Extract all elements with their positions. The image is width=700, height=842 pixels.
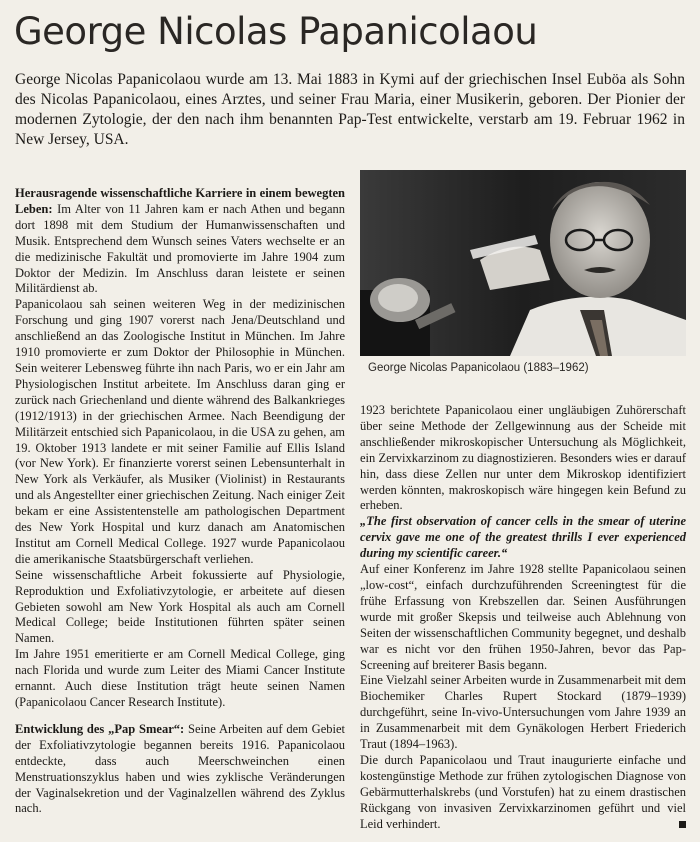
career-paragraph (15, 186, 345, 297)
impact-text: Die durch Papanicolaou und Traut inaugurierte einfache und kostengünstige Methode zur frühen zytologischen Diagnose von Gebärmutterhalskrebs (und Vorstufen) hat zu einem drastischen Rückgang von invasiven Zervixkarzinomen geführt und viel Leid verhindert. (360, 752, 686, 831)
intro-paragraph: George Nicolas Papanicolaou wurde am 13. Mai 1883 in Kymi auf der griechischen Insel Euböa als Sohn des Nicolas Papanicolaou, eines Arztes, und seiner Frau Maria, einer Musikerin, geboren. Der Pionier der modernen Zytologie, der den nach ihm benannten Pap-Test entwickelte, verstarb am 19. Februar 1962 in New Jersey, USA. (15, 71, 685, 148)
presentation-1923-paragraph: 1923 berichtete Papanicolaou einer ungläubigen Zuhörerschaft über seine Methode der Zellgewinnung aus der Scheide mit anschließender mikroskopischer Untersuchung als Möglichkeit, ein Zervixkarzinom zu diagnostizieren. Besonders wies er darauf hin, dass diese Zellen nur unter dem Mikroskop identifiziert werden könnten, makroskopisch wäre hingegen kein Befund zu erheben. (360, 403, 686, 513)
pap-smear-text: Seine Arbeiten auf dem Gebiet der Exfoliativzytologie begannen bereits 1916. Papanicolaou entdeckte, dass auch Meerschweinchen einen Menstruationszyklus haben und wies zyklische Veränderungen der Vaginalsekretion und der Vaginalzellen während des Zyklus nach. (15, 721, 346, 816)
scientific-work-paragraph: Seine wissenschaftliche Arbeit fokussierte auf Physiologie, Reproduktion und Exfoliativzytologie, er arbeitete auf diesen Gebieten sowohl am New York Hospital als auch am Cornell Medical College; beide Institutionen führten später seinen Namen. (15, 567, 345, 646)
pap-smear-paragraph (15, 722, 345, 817)
section-gap (15, 711, 345, 722)
section-heading-career: Herausragende wissenschaftliche Karriere in einem bewegten Leben: (15, 186, 345, 216)
photo-caption: George Nicolas Papanicolaou (1883–1962) (368, 362, 589, 374)
impact-paragraph (360, 753, 686, 833)
portrait-image (360, 170, 686, 356)
career-text: Im Alter von 11 Jahren kam er nach Athen und begann dort 1898 mit dem Studium der Humanwissenschaften und Musik. Entsprechend dem Wunsch seines Vaters wechselte er an die medizinische Fakultät und promovierte im Jahre 1904 zum Doktor der Medizin. Im Anschluss daran leistete er seinen Militärdienst ab. (15, 201, 345, 296)
end-of-article-mark (679, 821, 686, 828)
right-column (360, 403, 686, 832)
emeritus-paragraph: Im Jahre 1951 emeritierte er am Cornell Medical College, ging nach Florida und wurde zum Leiter des Miami Cancer Institute ernannt. Auch diese Institution trägt heute seinen Namen (Papanicolaou Cancer Research Institute). (15, 647, 345, 709)
section-heading-pap-smear: Entwicklung des „Pap Smear“: (15, 721, 185, 736)
left-column (15, 186, 345, 817)
portrait-photo (360, 170, 686, 356)
collaboration-paragraph: Eine Vielzahl seiner Arbeiten wurde in Zusammenarbeit mit dem Biochemiker Charles Rupert Stockard (1879–1939) durchgeführt, seine In-vivo-Untersuchungen vom Jahre 1939 an in Zusammenarbeit mit dem Gynäkologen Herbert Friederich Traut (1894–1963). (360, 673, 686, 752)
page-title: George Nicolas Papanicolaou (14, 10, 538, 53)
conference-1928-paragraph: Auf einer Konferenz im Jahre 1928 stellte Papanicolaou seinen „low-cost“, einfach durchzuführenden Screeningtest für die frühe Erfassung von Krebszellen dar. Seinen Ausführungen wurde mit großer Skepsis und teilweise auch Ablehnung von Seiten der wissenschaftlichen Community begegnet, und deshalb war es nicht vor den frühen 1950-Jahren, bevor das Pap-Screening auf breiterer Basis begann. (360, 562, 686, 672)
papanicolaou-quote: „The first observation of cancer cells in the smear of uterine cervix gave me one of the greatest thrills I ever experienced during my scientific career.“ (360, 514, 686, 561)
research-path-paragraph: Papanicolaou sah seinen weiteren Weg in der medizinischen Forschung und ging 1907 vorerst nach Jena/Deutschland und anschließend an das Zoologische Institut in München. Im Jahre 1910 promovierte er zum Doktor der Philosophie in München. Sein weiterer Lebensweg führte ihn nach Paris, wo er ein Jahr am Physiologischen Institut arbeitete. Im Anschluss daran ging er zurück nach Griechenland und diente während des Balkankrieges (1912/1913) in der griechischen Armee. Nach Beendigung der Militärzeit entschied sich Papanicolaou, in die USA zu gehen, am 19. Oktober 1913 landete er mit seiner Familie auf Ellis Island (vor New York). Er finanzierte vorerst seinen Lebensunterhalt in New York als Verkäufer, als Musiker (Violinist) in Restaurants und als Angestellter einer griechischen Zeitung. Nach einiger Zeit bekam er eine Assistentenstelle am pathologischen Department des New York Hospital und kurz danach am Anatomischen Institut am Cornell Medical College. 1927 wurde Papanicolaou die amerikanische Staatsbürgerschaft verliehen. (15, 297, 345, 566)
